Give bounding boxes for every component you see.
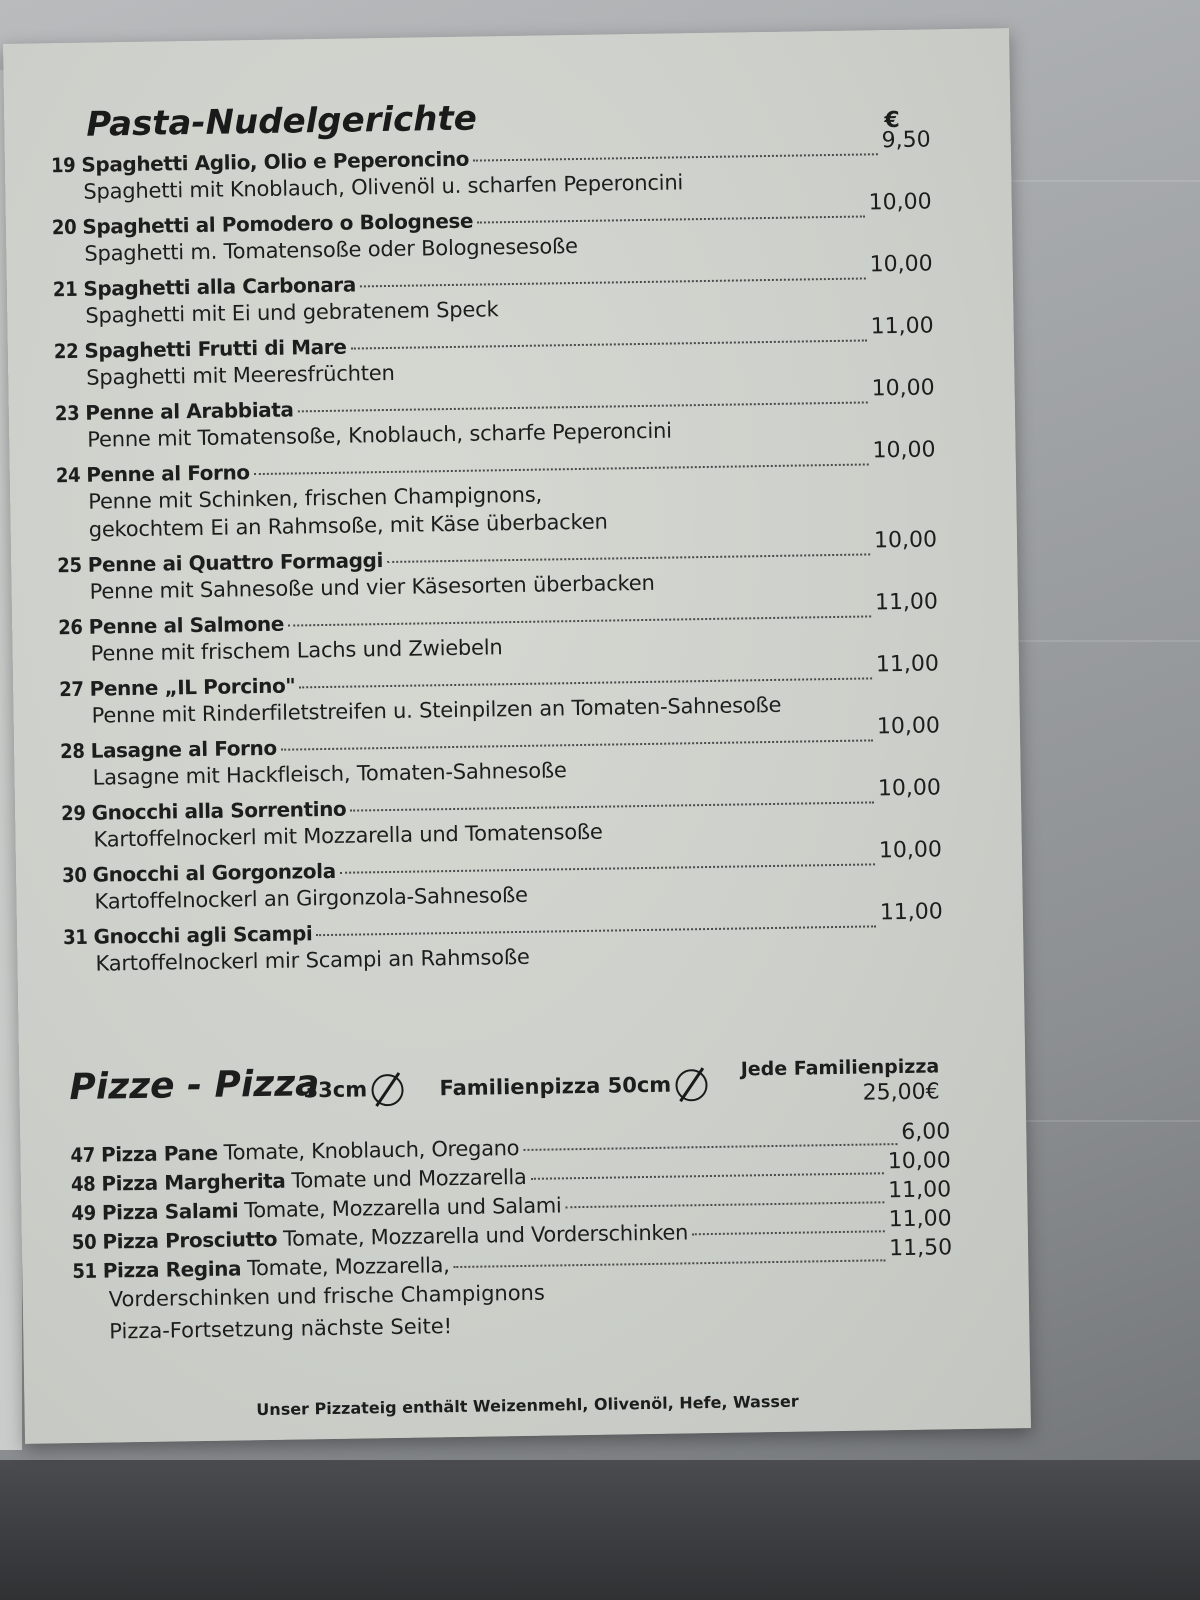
item-price: 10,00	[871, 375, 935, 402]
item-price: 11,00	[879, 899, 944, 926]
item-number: 19	[50, 152, 76, 178]
item-number: 23	[54, 400, 80, 426]
item-number: 21	[52, 276, 78, 302]
dough-ingredients-note: Unser Pizzateig enthält Weizenmehl, Olivenöl, Hefe, Wasser	[256, 1391, 799, 1420]
item-number: 24	[55, 462, 81, 488]
item-name: Penne ai Quattro Formaggi	[87, 548, 384, 577]
item-price: 10,00	[868, 189, 932, 216]
menu-item	[53, 313, 935, 392]
dot-leader	[254, 463, 869, 475]
family-pizza-price: 25,00€	[862, 1079, 940, 1106]
item-description: Kartoffelnockerl an Girgonzola-Sahnesoße	[94, 882, 528, 914]
dot-leader	[473, 153, 878, 161]
item-description: Kartoffelnockerl mit Mozzarella und Tomatensoße	[93, 819, 603, 852]
menu-item	[58, 589, 939, 668]
item-price: 10,00	[869, 251, 933, 278]
item-price: 10,00	[878, 837, 943, 864]
item-name: Pizza Pane	[100, 1140, 218, 1167]
dot-leader	[298, 401, 868, 412]
item-description: Spaghetti mit Ei und gebratenem Speck	[85, 297, 499, 328]
item-ingredients: Tomate, Knoblauch, Oregano	[223, 1136, 520, 1165]
item-ingredients: Tomate und Mozzarella	[291, 1164, 527, 1193]
item-number: 47	[70, 1142, 96, 1168]
menu-item	[57, 527, 938, 606]
item-description: Spaghetti mit Knoblauch, Olivenöl u. scharfen Peperoncini	[83, 170, 684, 204]
item-price: 11,00	[870, 313, 934, 340]
item-name: Pizza Margherita	[101, 1168, 286, 1196]
item-number: 50	[71, 1229, 97, 1255]
item-price: 9,50	[881, 127, 931, 154]
item-name: Pizza Salami	[101, 1198, 239, 1225]
dot-leader	[454, 1259, 886, 1268]
item-name: Spaghetti Frutti di Mare	[84, 334, 347, 363]
item-description: Penne mit Tomatensoße, Knoblauch, scharfe Peperoncini	[87, 418, 672, 452]
item-name: Penne al Salmone	[88, 611, 285, 639]
item-description: Penne mit Schinken, frischen Champignons,	[88, 482, 543, 514]
dot-leader	[531, 1172, 884, 1180]
diameter-icon	[675, 1069, 707, 1101]
dot-leader	[477, 215, 865, 223]
currency-header: €	[884, 107, 900, 134]
menu-item	[50, 127, 932, 206]
item-name: Pizza Prosciutto	[102, 1226, 278, 1254]
item-number: 25	[57, 552, 82, 578]
dot-leader	[566, 1201, 885, 1208]
item-number: 29	[60, 800, 86, 826]
menu-item	[61, 837, 943, 916]
item-name: Spaghetti alla Carbonara	[83, 272, 357, 301]
dot-leader	[350, 339, 866, 349]
item-description: Lasagne mit Hackfleisch, Tomaten-Sahnesoße	[92, 758, 567, 790]
item-name: Spaghetti Aglio, Olio e Peperoncino	[81, 146, 470, 177]
menu-item	[52, 251, 934, 330]
menu-item	[62, 899, 944, 978]
pizza-section-title: Pizze - Pizza	[69, 1063, 320, 1109]
item-name: Gnocchi alla Sorrentino	[91, 796, 347, 825]
item-ingredients: Tomate, Mozzarella und Vorderschinken	[282, 1220, 689, 1251]
counter-surface	[0, 1460, 1200, 1600]
pasta-section-title: Pasta-Nudelgerichte	[86, 98, 478, 145]
menu-item	[59, 651, 940, 730]
item-price: 10,00	[872, 437, 936, 464]
item-price: 10,00	[887, 1148, 951, 1175]
item-number: 20	[51, 214, 77, 240]
menu-item	[60, 775, 942, 854]
pizza-section-header	[69, 1053, 950, 1137]
item-price: 6,00	[901, 1119, 951, 1146]
item-description: gekochtem Ei an Rahmsoße, mit Käse überbacken	[88, 509, 608, 542]
item-description: Penne mit Sahnesoße und vier Käsesorten überbacken	[89, 570, 655, 604]
item-price: 10,00	[876, 713, 941, 740]
item-price: 11,00	[888, 1206, 952, 1233]
dot-leader	[281, 739, 873, 750]
item-name: Spaghetti al Pomodero o Bolognese	[82, 208, 474, 239]
family-pizza-note-label: Jede Familienpizza	[740, 1055, 940, 1081]
menu-item	[55, 437, 937, 544]
dot-leader	[299, 677, 872, 688]
item-name: Lasagne al Forno	[90, 735, 277, 763]
item-number: 30	[61, 862, 87, 888]
pizza-size-small-label: 33cm	[303, 1077, 368, 1103]
dot-leader	[692, 1230, 885, 1235]
pizza-menu-list	[70, 1119, 953, 1352]
pasta-menu-list	[50, 127, 944, 987]
item-description: Penne mit frischem Lachs und Zwiebeln	[90, 635, 503, 666]
item-ingredients: Tomate, Mozzarella und Salami	[244, 1193, 562, 1223]
item-number: 26	[58, 614, 83, 640]
menu-item	[59, 713, 941, 792]
family-pizza-note	[739, 1053, 940, 1107]
item-ingredients: Tomate, Mozzarella,	[246, 1253, 450, 1281]
item-price: 11,00	[874, 589, 939, 616]
item-number: 48	[70, 1171, 96, 1197]
item-description: Penne mit Rinderfiletstreifen u. Steinpilzen an Tomaten-Sahnesoße	[91, 692, 782, 728]
item-number: 31	[62, 924, 88, 950]
item-name: Penne al Forno	[86, 460, 250, 487]
item-description: Kartoffelnockerl mir Scampi an Rahmsoße	[95, 944, 530, 976]
diameter-icon	[371, 1074, 403, 1106]
item-description: Spaghetti m. Tomatensoße oder Bolognesesoße	[84, 233, 578, 266]
item-name: Penne „IL Porcino"	[89, 673, 296, 701]
item-description: Pizza-Fortsetzung nächste Seite!	[109, 1314, 453, 1344]
dot-leader	[288, 615, 871, 626]
dot-leader	[340, 863, 875, 873]
item-name: Penne al Arabbiata	[85, 397, 294, 425]
item-price: 10,00	[877, 775, 942, 802]
menu-item	[51, 189, 933, 268]
dot-leader	[316, 925, 876, 936]
item-description: Spaghetti mit Meeresfrüchten	[86, 360, 395, 390]
pizza-size-family	[439, 1069, 707, 1105]
item-name: Pizza Regina	[102, 1256, 242, 1283]
item-description: Vorderschinken und frische Champignons	[108, 1280, 546, 1312]
item-name: Gnocchi al Gorgonzola	[92, 858, 336, 887]
item-price: 11,50	[888, 1235, 953, 1262]
pizza-size-small	[303, 1074, 403, 1108]
item-number: 51	[72, 1258, 97, 1284]
dot-leader	[523, 1143, 897, 1151]
item-number: 27	[59, 676, 84, 702]
item-price: 11,00	[875, 651, 940, 678]
item-name: Gnocchi agli Scampi	[93, 921, 313, 949]
menu-page	[3, 28, 1031, 1444]
dot-leader	[387, 553, 870, 563]
dot-leader	[350, 801, 874, 811]
item-price: 10,00	[873, 527, 938, 554]
pizza-size-family-label: Familienpizza 50cm	[439, 1072, 672, 1101]
dot-leader	[360, 277, 866, 287]
item-price: 11,00	[888, 1177, 952, 1204]
item-number: 49	[71, 1200, 97, 1226]
item-number: 28	[59, 738, 85, 764]
item-number: 22	[53, 338, 79, 364]
